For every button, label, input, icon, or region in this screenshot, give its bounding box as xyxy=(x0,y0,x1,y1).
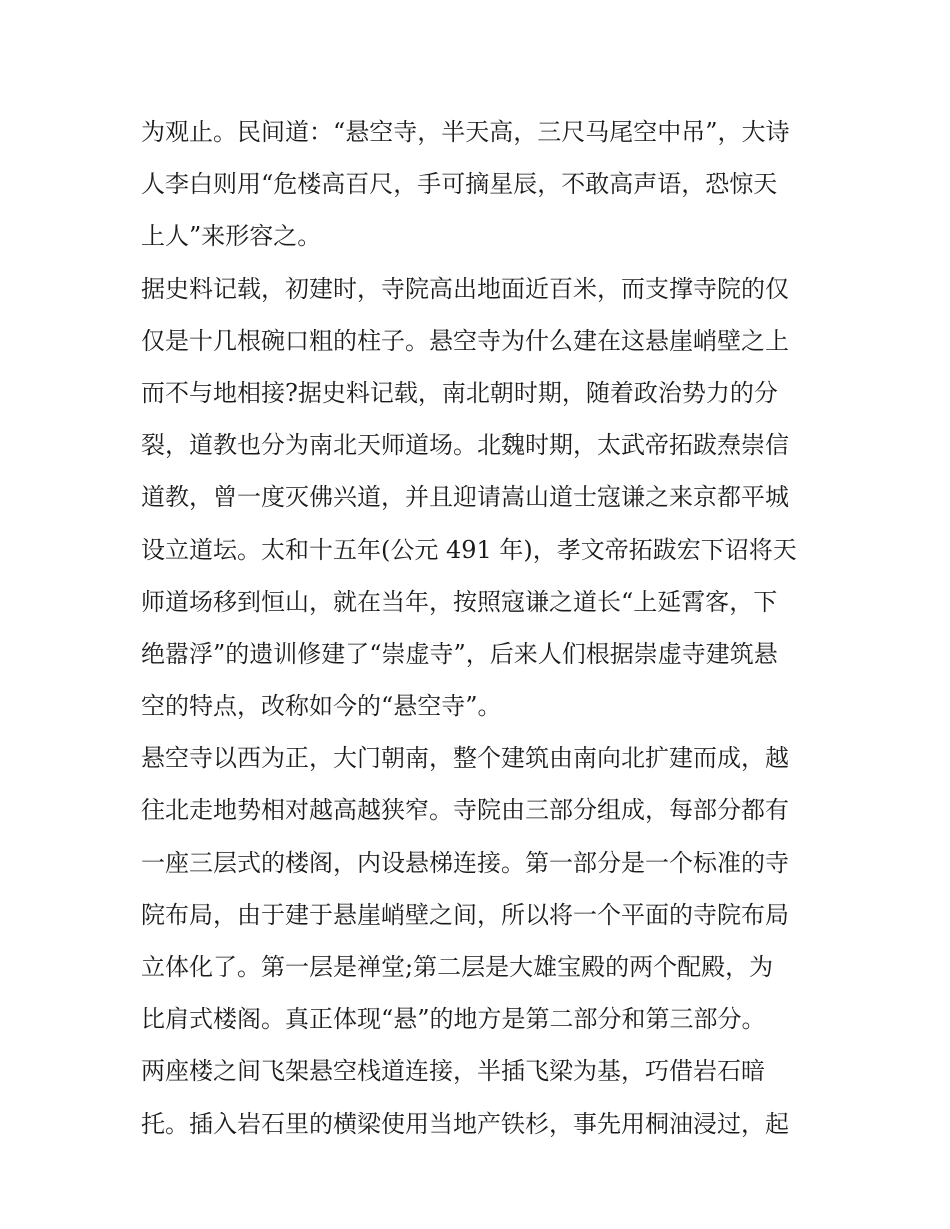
text-line: 据史料记载，初建时，寺院高出地面近百米，而支撑寺院的仅 xyxy=(141,274,789,303)
text-line: 人李白则用“危楼高百尺，手可摘星辰，不敢高声语，恐惊天 xyxy=(141,170,778,199)
text-line: 设立道坛。太和十五年(公元 491 年)，孝文帝拓跋宏下诏将天 xyxy=(141,535,797,564)
text-line: 立体化了。第一层是禅堂;第二层是大雄宝殿的两个配殿，为 xyxy=(141,953,774,981)
text-line: 悬空寺以西为正，大门朝南，整个建筑由南向北扩建而成，越 xyxy=(141,744,789,773)
text-line: 院布局，由于建于悬崖峭壁之间，所以将一个平面的寺院布局 xyxy=(141,900,789,929)
text-line: 一座三层式的楼阁，内设悬梯连接。第一部分是一个标准的寺 xyxy=(141,848,789,877)
text-line: 绝嚣浮”的遗训修建了“崇虚寺”，后来人们根据崇虚寺建筑悬 xyxy=(141,639,778,668)
text-line: 为观止。民间道：“悬空寺，半天高，三尺马尾空中吊”，大诗 xyxy=(141,118,790,146)
text-line: 裂，道教也分为南北天师道场。北魏时期，太武帝拓跋焘崇信 xyxy=(141,431,789,460)
text-line: 两座楼之间飞架悬空栈道连接，半插飞梁为基，巧借岩石暗 xyxy=(141,1057,765,1086)
text-line: 师道场移到恒山，就在当年，按照寇谦之道长“上延霄客，下 xyxy=(141,587,778,616)
text-line: 而不与地相接?据史料记载，南北朝时期，随着政治势力的分 xyxy=(141,378,778,407)
text-line: 上人”来形容之。 xyxy=(141,222,322,251)
text-line: 比肩式楼阁。真正体现“悬”的地方是第二部分和第三部分。 xyxy=(141,1005,766,1034)
text-line: 仅是十几根碗口粗的柱子。悬空寺为什么建在这悬崖峭壁之上 xyxy=(141,326,789,355)
text-line: 托。插入岩石里的横梁使用当地产铁杉，事先用桐油浸过，起 xyxy=(141,1109,789,1138)
body-text xyxy=(141,106,831,1150)
text-line: 空的特点，改称如今的“悬空寺”。 xyxy=(141,692,502,721)
text-line: 往北走地势相对越高越狭窄。寺院由三部分组成，每部分都有 xyxy=(141,796,789,825)
text-line: 道教，曾一度灭佛兴道，并且迎请嵩山道士寇谦之来京都平城 xyxy=(141,483,789,512)
